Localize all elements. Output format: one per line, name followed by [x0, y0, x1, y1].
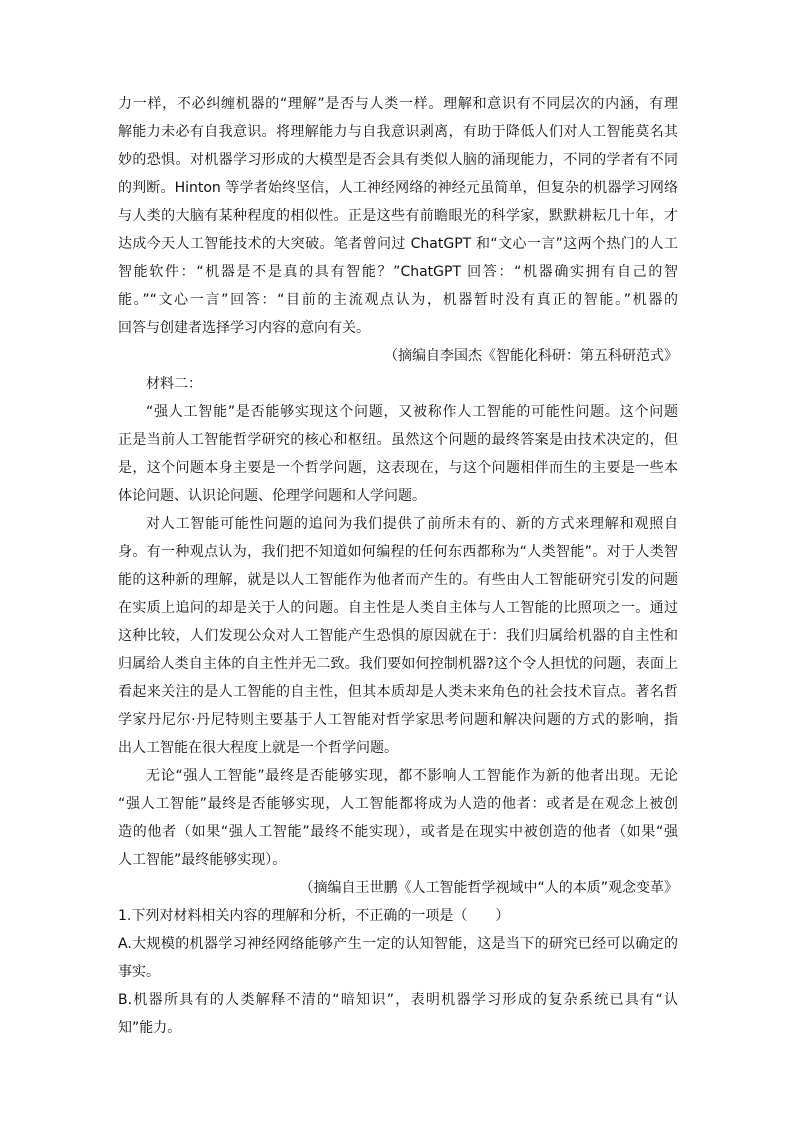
option-a-continued: 事实。 [118, 964, 160, 980]
text-line: 出人工智能在很大程度上就是一个哲学问题。 [118, 740, 398, 756]
text-line: 无论“强人工智能”最终是否能够实现，都不影响人工智能作为新的他者出现。无论 [146, 768, 678, 784]
text-line: 正是当前人工智能哲学研究的核心和枢纽。虽然这个问题的最终答案是由技术决定的，但 [118, 432, 678, 448]
text-line: 在实质上追问的却是关于人的问题。自主性是人类自主体与人工智能的比照项之一。通过 [118, 600, 678, 616]
source-citation: （摘编自李国杰《智能化科研：第五科研范式》 [384, 348, 678, 364]
text-line: 妙的恐惧。对机器学习形成的大模型是否会具有类似人脑的涌现能力，不同的学者有不同 [118, 152, 678, 168]
source-citation: （摘编自王世鹏《人工智能哲学视域中“人的本质”观念变革》 [299, 880, 678, 896]
option-a: A.大规模的机器学习神经网络能够产生一定的认知智能，这是当下的研究已经可以确定的 [118, 936, 678, 952]
text-line: 回答与创建者选择学习内容的意向有关。 [118, 320, 370, 336]
text-line: 智能软件：“机器是不是真的具有智能？”ChatGPT 回答：“机器确实拥有自己的智 [118, 264, 678, 280]
text-line: 是，这个问题本身主要是一个哲学问题，这表现在，与这个问题相伴而生的主要是一些本 [118, 460, 678, 476]
text-line: 能。”“文心一言”回答：“目前的主流观点认为，机器暂时没有真正的智能。”机器的 [118, 292, 678, 308]
section-heading: 材料二： [146, 376, 202, 392]
text-line: 身。有一种观点认为，我们把不知道如何编程的任何东西都称为“人类智能”。对于人类智 [118, 544, 678, 560]
option-b-continued: 知”能力。 [118, 1020, 182, 1036]
text-line: 归属给人类自主体的自主性并无二致。我们要如何控制机器?这个令人担忧的问题，表面上 [118, 656, 678, 672]
text-line: 与人类的大脑有某种程度的相似性。正是这些有前瞻眼光的科学家，默默耕耘几十年，才 [118, 208, 678, 224]
text-line: 体论问题、认识论问题、伦理学问题和人学问题。 [118, 488, 426, 504]
text-line: 达成今天人工智能技术的大突破。笔者曾问过 ChatGPT 和“文心一言”这两个热门的人工 [118, 236, 678, 252]
text-line: 学家丹尼尔·丹尼特则主要基于人工智能对哲学家思考问题和解决问题的方式的影响，指 [118, 712, 678, 728]
question-stem: 1.下列对材料相关内容的理解和分析，不正确的一项是（ ） [118, 908, 510, 924]
text-line: 人工智能”最终能够实现）。 [118, 852, 287, 868]
text-line: “强人工智能”是否能够实现这个问题，又被称作人工智能的可能性问题。这个问题 [146, 404, 678, 420]
option-b: B.机器所具有的人类解释不清的“暗知识”，表明机器学习形成的复杂系统已具有“认 [118, 992, 678, 1008]
text-line: 对人工智能可能性问题的追问为我们提供了前所未有的、新的方式来理解和观照自 [146, 516, 678, 532]
text-line: 解能力未必有自我意识。将理解能力与自我意识剥离，有助于降低人们对人工智能莫名其 [118, 124, 678, 140]
text-line: 的判断。Hinton 等学者始终坚信，人工神经网络的神经元虽简单，但复杂的机器学习网络 [118, 180, 678, 196]
text-line: 力一样，不必纠缠机器的“理解”是否与人类一样。理解和意识有不同层次的内涵，有理 [118, 96, 678, 112]
text-line: 看起来关注的是人工智能的自主性，但其本质却是人类未来角色的社会技术盲点。著名哲 [118, 684, 678, 700]
text-line: 造的他者（如果“强人工智能”最终不能实现），或者是在现实中被创造的他者（如果“强 [118, 824, 678, 840]
text-line: “强人工智能”最终是否能够实现，人工智能都将成为人造的他者：或者是在观念上被创 [118, 796, 678, 812]
text-line: 能的这种新的理解，就是以人工智能作为他者而产生的。有些由人工智能研究引发的问题 [118, 572, 678, 588]
text-line: 这种比较，人们发现公众对人工智能产生恐惧的原因就在于：我们归属给机器的自主性和 [118, 628, 678, 644]
